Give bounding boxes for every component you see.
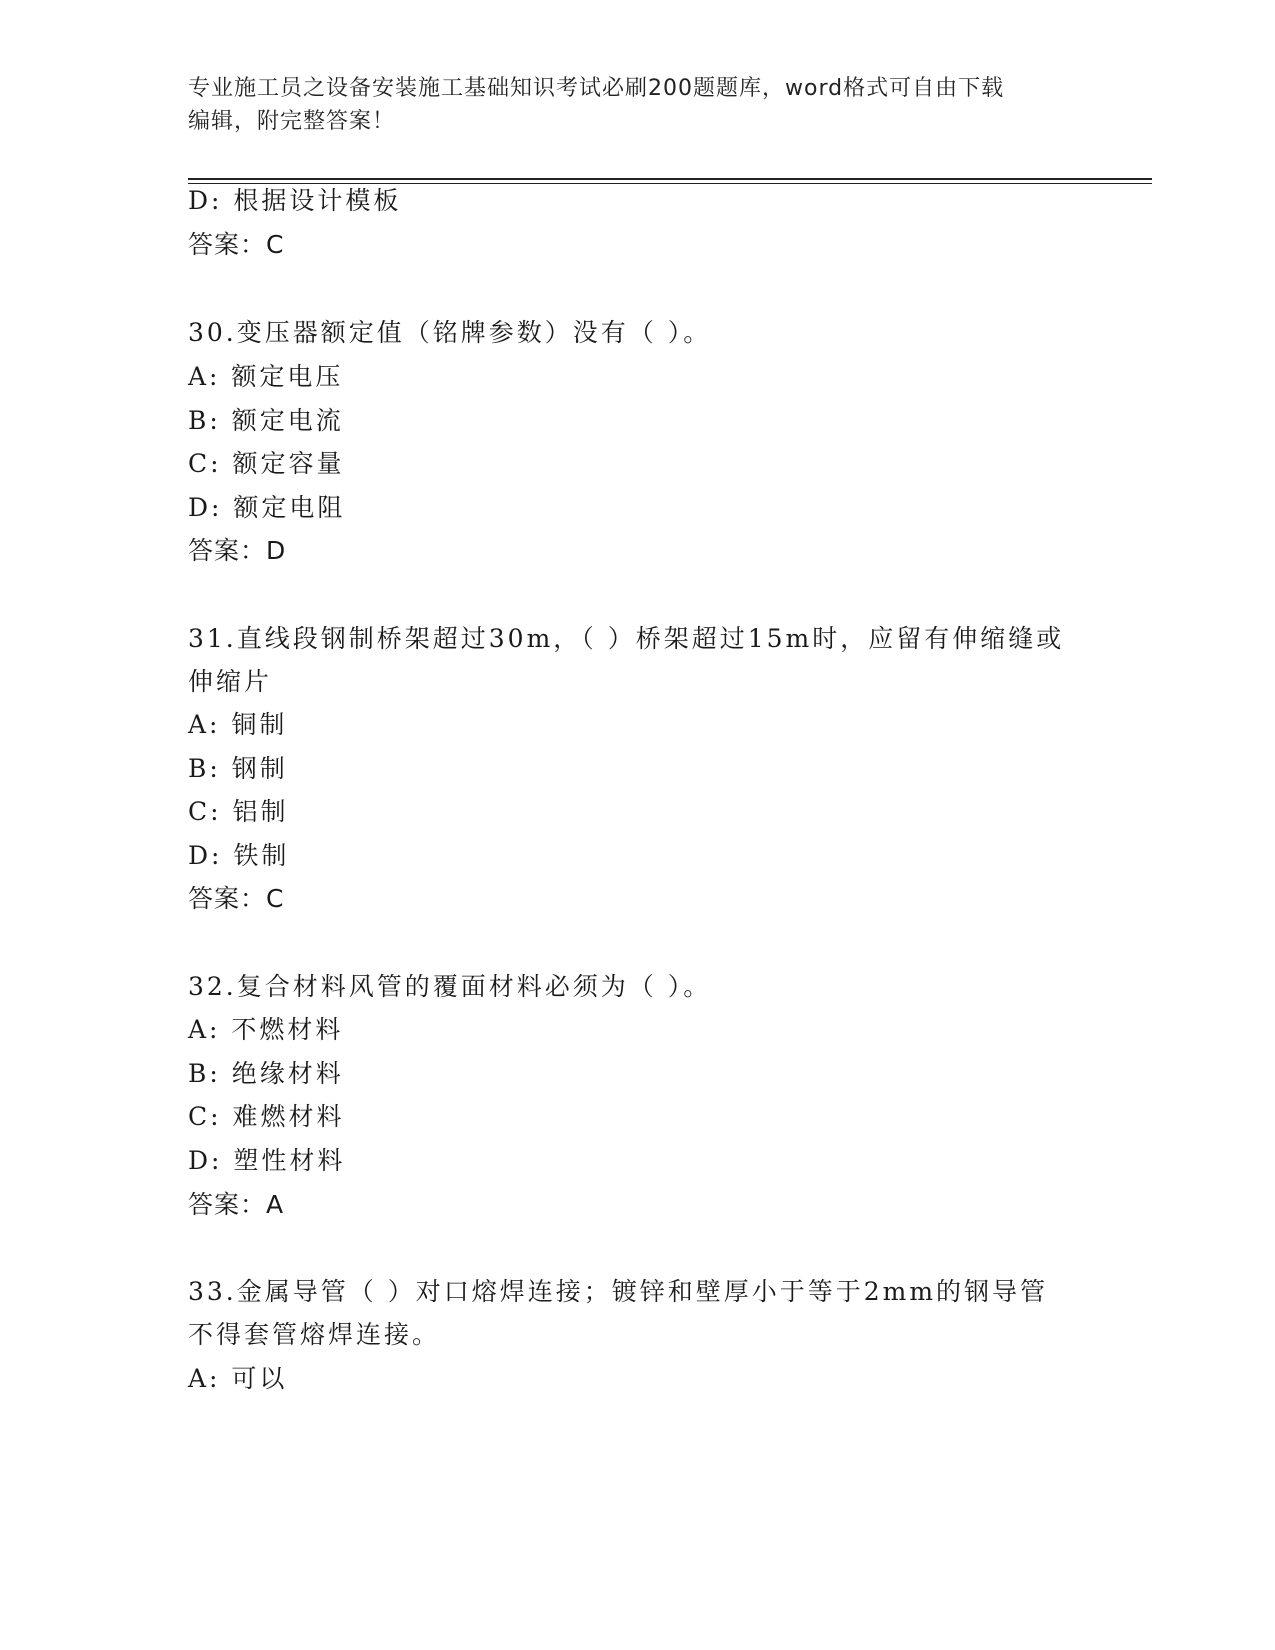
q30-stem: 30.变压器额定值（铭牌参数）没有（ ）。 — [188, 318, 712, 347]
header-divider-thin — [188, 183, 1152, 184]
q31-option-b: B: 钢制 — [188, 754, 288, 783]
q32-option-b: B: 绝缘材料 — [188, 1059, 344, 1088]
q31-option-a: A: 铜制 — [188, 710, 288, 739]
q32-option-c: C: 难燃材料 — [188, 1102, 345, 1131]
q33-option-a: A: 可以 — [188, 1364, 288, 1393]
q32-option-a: A: 不燃材料 — [188, 1015, 344, 1044]
q30-option-c: C: 额定容量 — [188, 449, 345, 478]
q33-stem-line-2: 不得套管熔焊连接。 — [188, 1320, 441, 1349]
header-title-line-1: 专业施工员之设备安装施工基础知识考试必刷200题题库，word格式可自由下载 — [188, 76, 1005, 101]
q31-stem-line-2: 伸缩片 — [188, 667, 273, 696]
q30-option-a: A: 额定电压 — [188, 362, 344, 391]
header-title-line-2: 编辑，附完整答案！ — [188, 109, 396, 134]
document-header — [188, 72, 1068, 138]
q32-answer: 答案：A — [188, 1190, 285, 1219]
q30-option-b: B: 额定电流 — [188, 406, 344, 435]
q29-answer: 答案：C — [188, 230, 285, 259]
q32-stem: 32.复合材料风管的覆面材料必须为（ ）。 — [188, 972, 712, 1001]
q32-option-d: D: 塑性材料 — [188, 1146, 346, 1175]
header-divider-thick — [188, 178, 1152, 180]
q31-answer: 答案：C — [188, 884, 285, 913]
q31-stem-line-1: 31.直线段钢制桥架超过30m，（ ）桥架超过15m时，应留有伸缩缝或 — [188, 624, 1065, 653]
q31-option-d: D: 铁制 — [188, 841, 290, 870]
q31-option-c: C: 铝制 — [188, 797, 289, 826]
q30-answer: 答案：D — [188, 536, 287, 565]
q33-stem-line-1: 33.金属导管（ ）对口熔焊连接；镀锌和壁厚小于等于2mm的钢导管 — [188, 1277, 1049, 1306]
q30-option-d: D: 额定电阻 — [188, 493, 346, 522]
q29-option-d: D: 根据设计模板 — [188, 186, 402, 215]
